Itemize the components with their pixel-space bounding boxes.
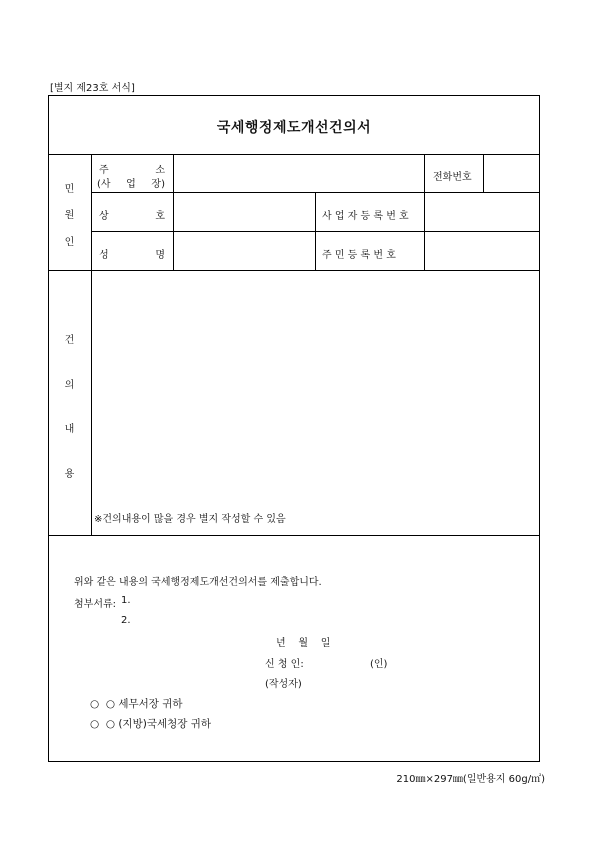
name-label bbox=[99, 246, 165, 261]
trade-name-label-char: 호 bbox=[155, 211, 165, 222]
petitioner-side-char: 인 bbox=[64, 237, 75, 248]
name-label-char: 명 bbox=[155, 250, 165, 261]
attachments-label: 첨부서류: bbox=[74, 599, 117, 610]
address-label-char: (사 bbox=[97, 179, 111, 190]
business-reg-field[interactable] bbox=[425, 193, 539, 230]
content-side-char: 의 bbox=[64, 380, 75, 391]
petitioner-side-char: 민 bbox=[64, 184, 75, 195]
name-label-char: 성 bbox=[99, 250, 109, 261]
date-line: 년 월 일 bbox=[276, 638, 331, 649]
name-field[interactable] bbox=[174, 232, 314, 269]
paper-spec: 210㎜×297㎜(일반용지 60g/㎡) bbox=[396, 774, 545, 785]
divider-address-phone bbox=[424, 154, 425, 192]
proposal-content-area[interactable] bbox=[92, 271, 539, 501]
attachment-2: 2. bbox=[121, 615, 131, 626]
content-side-char: 내 bbox=[64, 424, 75, 435]
trade-name-field[interactable] bbox=[174, 193, 314, 230]
form-label: [별지 제23호 서식] bbox=[50, 83, 135, 94]
submission-statement: 위와 같은 내용의 국세행정제도개선건의서를 제출합니다. bbox=[74, 577, 322, 588]
phone-field[interactable] bbox=[484, 155, 539, 191]
applicant-label: 신 청 인: bbox=[265, 659, 304, 670]
address-label-char: 장) bbox=[151, 179, 165, 190]
addressee-tax-office: ○ ○ 세무서장 귀하 bbox=[90, 698, 183, 710]
applicant-field[interactable] bbox=[315, 652, 367, 668]
petitioner-side-char: 원 bbox=[64, 210, 75, 221]
content-side-char: 건 bbox=[64, 335, 75, 346]
divider-content bbox=[48, 535, 540, 536]
trade-name-label bbox=[99, 207, 165, 222]
attachment-1: 1. bbox=[121, 595, 131, 606]
resident-reg-field[interactable] bbox=[425, 232, 539, 269]
trade-name-label-char: 상 bbox=[99, 211, 109, 222]
address-label-char: 주 bbox=[99, 165, 109, 176]
address-label-char: 소 bbox=[155, 165, 165, 176]
addressee-regional-office: ○ ○ (지방)국세청장 귀하 bbox=[90, 718, 212, 730]
content-side-char: 용 bbox=[64, 469, 75, 480]
address-label-char: 업 bbox=[126, 179, 136, 190]
page-title: 국세행정제도개선건의서 bbox=[216, 120, 372, 136]
writer-label: (작성자) bbox=[265, 679, 302, 690]
address-label-line2 bbox=[97, 175, 165, 190]
content-note: ※건의내용이 많을 경우 별지 작성할 수 있음 bbox=[94, 514, 286, 525]
divider-mid-left bbox=[315, 192, 316, 270]
seal-mark: (인) bbox=[370, 659, 388, 670]
resident-reg-label: 주 민 등 록 번 호 bbox=[322, 250, 396, 261]
address-label-line1 bbox=[99, 161, 165, 176]
business-reg-label: 사 업 자 등 록 번 호 bbox=[322, 211, 409, 222]
phone-label: 전화번호 bbox=[433, 172, 472, 183]
address-field[interactable] bbox=[174, 155, 423, 191]
